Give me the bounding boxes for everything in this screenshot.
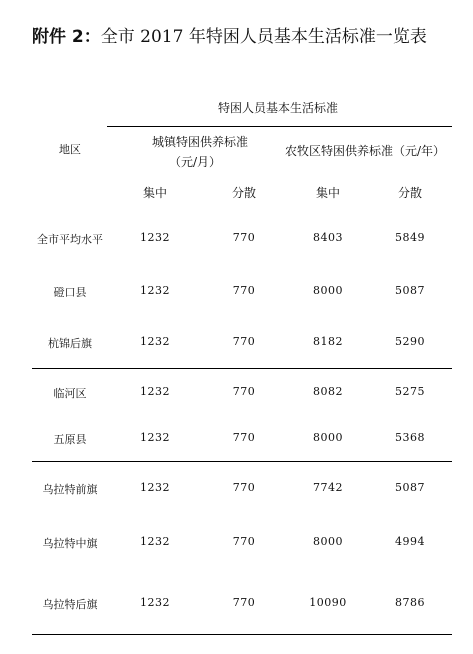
cell-urban-dispersed: 770 — [232, 535, 256, 548]
cell-urban-concentrated: 1232 — [140, 481, 170, 494]
cell-rural-dispersed: 5849 — [395, 231, 425, 244]
cell-urban-dispersed: 770 — [232, 481, 256, 494]
sub-header-urban-dispersed: 分散 — [231, 186, 257, 200]
cell-rural-concentrated: 7742 — [313, 481, 343, 494]
cell-rural-dispersed: 5368 — [395, 431, 425, 444]
divider-rule-1 — [32, 368, 452, 369]
header-rural: 农牧区特困供养标准（元/年） — [284, 144, 446, 158]
cell-urban-dispersed: 770 — [232, 596, 256, 609]
row-region: 五原县 — [53, 433, 87, 446]
cell-rural-dispersed: 5290 — [395, 335, 425, 348]
cell-urban-concentrated: 1232 — [140, 335, 170, 348]
header-underline — [107, 126, 452, 127]
row-region: 临河区 — [53, 387, 87, 400]
cell-urban-concentrated: 1232 — [140, 431, 170, 444]
row-region: 乌拉特前旗 — [42, 483, 98, 496]
cell-rural-dispersed: 8786 — [395, 596, 425, 609]
cell-rural-concentrated: 8000 — [313, 535, 343, 548]
cell-rural-dispersed: 4994 — [395, 535, 425, 548]
cell-urban-dispersed: 770 — [232, 284, 256, 297]
row-region: 杭锦后旗 — [48, 337, 92, 350]
cell-rural-concentrated: 8000 — [313, 431, 343, 444]
cell-urban-dispersed: 770 — [232, 335, 256, 348]
cell-rural-concentrated: 8182 — [313, 335, 343, 348]
cell-rural-concentrated: 8000 — [313, 284, 343, 297]
sub-header-urban-concentrated: 集中 — [142, 186, 168, 200]
page-title — [32, 22, 427, 47]
row-region: 乌拉特中旗 — [42, 537, 98, 550]
row-region: 磴口县 — [53, 286, 87, 299]
cell-rural-concentrated: 10090 — [309, 596, 347, 609]
cell-urban-concentrated: 1232 — [140, 231, 170, 244]
row-region: 乌拉特后旗 — [42, 598, 98, 611]
cell-urban-concentrated: 1232 — [140, 385, 170, 398]
cell-urban-dispersed: 770 — [232, 231, 256, 244]
row-region: 全市平均水平 — [37, 233, 103, 246]
header-urban-line2: （元/月） — [168, 155, 222, 169]
cell-urban-concentrated: 1232 — [140, 535, 170, 548]
bottom-rule — [32, 634, 452, 635]
title-lead: 附件 2： — [32, 27, 101, 47]
sub-header-rural-concentrated: 集中 — [315, 186, 341, 200]
cell-rural-concentrated: 8082 — [313, 385, 343, 398]
header-group: 特困人员基本生活标准 — [217, 101, 339, 115]
cell-rural-dispersed: 5087 — [395, 481, 425, 494]
cell-rural-concentrated: 8403 — [313, 231, 343, 244]
cell-rural-dispersed: 5087 — [395, 284, 425, 297]
title-text: 全市 2017 年特困人员基本生活标准一览表 — [100, 27, 427, 47]
divider-rule-2 — [32, 461, 452, 462]
cell-urban-dispersed: 770 — [232, 431, 256, 444]
sub-header-rural-dispersed: 分散 — [397, 186, 423, 200]
cell-urban-concentrated: 1232 — [140, 596, 170, 609]
header-region: 地区 — [59, 143, 81, 156]
cell-urban-dispersed: 770 — [232, 385, 256, 398]
cell-urban-concentrated: 1232 — [140, 284, 170, 297]
header-urban-line1: 城镇特困供养标准 — [151, 135, 249, 149]
cell-rural-dispersed: 5275 — [395, 385, 425, 398]
